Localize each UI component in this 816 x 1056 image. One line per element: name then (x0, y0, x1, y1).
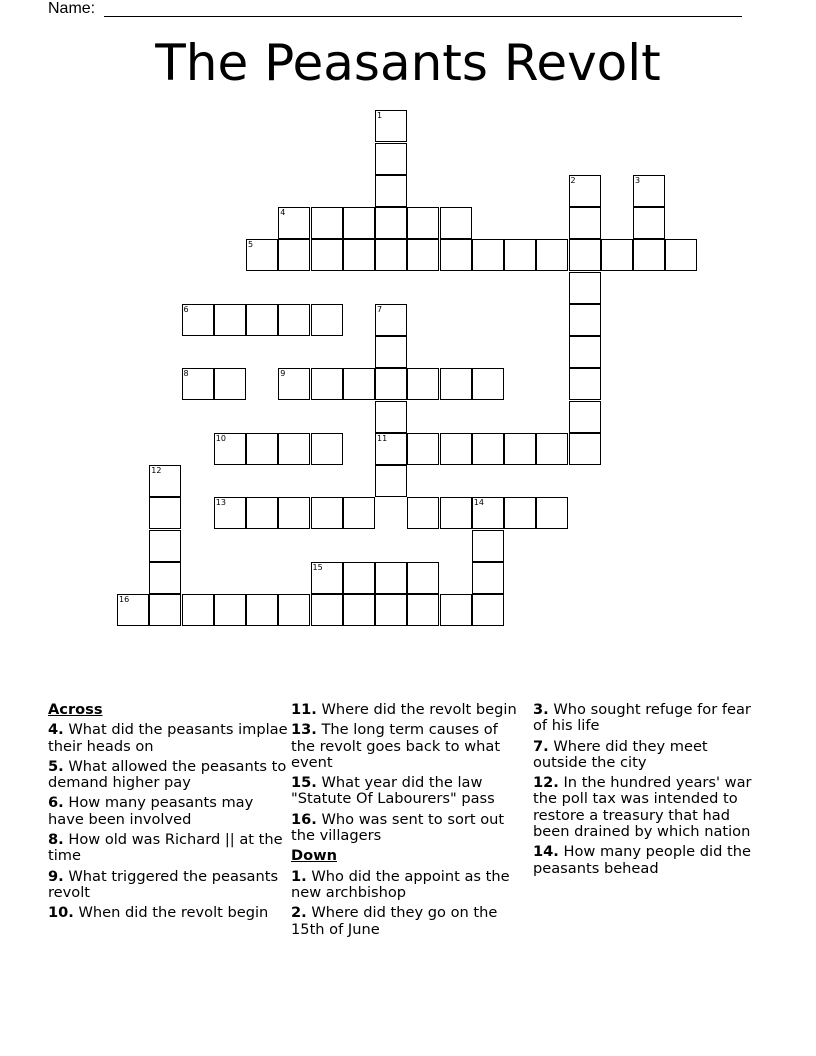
grid-cell[interactable] (149, 594, 181, 626)
clue-text: In the hundred years' war the poll tax was intended to restore a treasury that had been drained by which nation (533, 774, 752, 841)
grid-cell[interactable] (375, 304, 407, 336)
grid-cell[interactable] (311, 207, 343, 239)
grid-cell[interactable] (407, 207, 439, 239)
grid-cell[interactable] (311, 562, 343, 594)
grid-cell[interactable] (214, 433, 246, 465)
grid-cell[interactable] (182, 368, 214, 400)
grid-cell[interactable] (472, 530, 504, 562)
grid-cell[interactable] (214, 594, 246, 626)
clue-across-15 (291, 775, 523, 808)
grid-cell[interactable] (536, 497, 568, 529)
clue-across-4 (48, 722, 288, 755)
grid-cell[interactable] (149, 562, 181, 594)
grid-cell[interactable] (375, 368, 407, 400)
grid-cell[interactable] (472, 239, 504, 271)
grid-cell[interactable] (569, 336, 601, 368)
name-label: Name: (48, 0, 96, 17)
grid-cell[interactable] (375, 401, 407, 433)
grid-cell[interactable] (569, 401, 601, 433)
grid-cell[interactable] (504, 239, 536, 271)
grid-cell[interactable] (246, 304, 278, 336)
grid-cell[interactable] (343, 207, 375, 239)
clue-down-12 (533, 775, 763, 840)
grid-cell[interactable] (440, 433, 472, 465)
clue-across-10 (48, 905, 288, 921)
grid-cell[interactable] (375, 239, 407, 271)
grid-cell[interactable] (375, 433, 407, 465)
grid-cell[interactable] (375, 594, 407, 626)
grid-cell[interactable] (569, 207, 601, 239)
grid-cell[interactable] (343, 368, 375, 400)
clue-text: What allowed the peasants to demand higher pay (48, 757, 287, 792)
clue-text: What did the peasants implae their heads on (48, 721, 288, 755)
grid-cell[interactable] (311, 304, 343, 336)
grid-cell[interactable] (278, 594, 310, 626)
clue-text: Who was sent to sort out the villagers (291, 810, 505, 845)
clue-text: When did the revolt begin (78, 904, 269, 922)
grid-cell[interactable] (440, 594, 472, 626)
grid-cell[interactable] (665, 239, 697, 271)
grid-cell[interactable] (569, 175, 601, 207)
grid-cell[interactable] (343, 562, 375, 594)
grid-cell[interactable] (504, 433, 536, 465)
grid-cell[interactable] (407, 368, 439, 400)
grid-cell[interactable] (246, 497, 278, 529)
clue-number: 5. (48, 757, 64, 775)
grid-cell[interactable] (214, 497, 246, 529)
grid-cell[interactable] (278, 497, 310, 529)
grid-cell[interactable] (569, 433, 601, 465)
cell-number: 13 (215, 498, 226, 508)
cell-number: 14 (473, 498, 484, 508)
clue-text: What triggered the peasants revolt (48, 867, 279, 901)
grid-cell[interactable] (407, 562, 439, 594)
clue-down-3 (533, 702, 763, 735)
cell-number: 7 (377, 304, 383, 314)
clue-text: How many peasants may have been involved (48, 794, 254, 828)
cell-number: 1 (377, 111, 383, 121)
grid-cell[interactable] (472, 368, 504, 400)
grid-cell[interactable] (472, 562, 504, 594)
cell-number: 12 (151, 466, 162, 475)
grid-cell[interactable] (472, 433, 504, 465)
grid-cell[interactable] (246, 433, 278, 465)
cell-number: 4 (280, 208, 286, 217)
clue-down-2 (291, 905, 523, 938)
grid-cell[interactable] (472, 497, 504, 529)
clue-number: 9. (48, 867, 64, 885)
clue-number: 8. (48, 831, 64, 849)
grid-cell[interactable] (278, 433, 310, 465)
clue-column-3 (533, 702, 763, 881)
clue-column-2 (291, 702, 523, 942)
grid-cell[interactable] (375, 562, 407, 594)
grid-cell[interactable] (278, 239, 310, 271)
clue-across-6 (48, 795, 288, 828)
clue-down-14 (533, 844, 763, 877)
clue-number: 13. (291, 721, 317, 739)
clue-text: Who did the appoint as the new archbishop (291, 867, 510, 901)
cell-number: 16 (119, 595, 130, 604)
grid-cell[interactable] (569, 304, 601, 336)
clue-number: 3. (533, 701, 549, 718)
clue-across-8 (48, 832, 288, 865)
grid-cell[interactable] (633, 175, 665, 207)
cell-number: 5 (248, 240, 254, 250)
cell-number: 15 (312, 562, 323, 572)
clue-text: Where did they go on the 15th of June (291, 904, 498, 938)
grid-cell[interactable] (246, 239, 278, 271)
grid-cell[interactable] (504, 497, 536, 529)
clue-number: 4. (48, 721, 64, 739)
grid-cell[interactable] (343, 594, 375, 626)
clue-number: 16. (291, 810, 317, 828)
clue-number: 2. (291, 904, 307, 922)
clue-number: 7. (533, 737, 549, 755)
clue-text: Where did they meet outside the city (533, 737, 708, 771)
grid-cell[interactable] (472, 594, 504, 626)
grid-cell[interactable] (375, 175, 407, 207)
cell-number: 2 (570, 175, 576, 185)
clue-number: 14. (533, 843, 559, 861)
grid-cell[interactable] (407, 239, 439, 271)
grid-cell[interactable] (149, 465, 181, 497)
clue-text: Who sought refuge for fear of his life (533, 701, 751, 735)
grid-cell[interactable] (633, 207, 665, 239)
grid-cell[interactable] (375, 465, 407, 497)
grid-cell[interactable] (440, 497, 472, 529)
clue-across-9 (48, 869, 288, 902)
grid-cell[interactable] (278, 207, 310, 239)
grid-cell[interactable] (569, 272, 601, 304)
cell-number: 10 (215, 433, 226, 443)
grid-cell[interactable] (407, 594, 439, 626)
grid-cell[interactable] (440, 368, 472, 400)
clue-number: 12. (533, 774, 559, 792)
down-heading: Down (291, 847, 338, 865)
grid-cell[interactable] (536, 239, 568, 271)
grid-cell[interactable] (149, 497, 181, 529)
grid-cell[interactable] (407, 497, 439, 529)
clue-number: 10. (48, 904, 74, 922)
grid-cell[interactable] (311, 239, 343, 271)
grid-cell[interactable] (569, 368, 601, 400)
clue-number: 1. (291, 867, 307, 885)
grid-cell[interactable] (343, 497, 375, 529)
cell-number: 11 (377, 433, 388, 443)
clue-column-1 (48, 702, 288, 926)
grid-cell[interactable] (117, 594, 149, 626)
grid-cell[interactable] (182, 594, 214, 626)
grid-cell[interactable] (311, 433, 343, 465)
clue-text: The long term causes of the revolt goes back to what event (291, 721, 501, 771)
clue-number: 15. (291, 774, 317, 792)
cell-number: 6 (183, 304, 189, 314)
grid-cell[interactable] (311, 368, 343, 400)
clue-text: Where did the revolt begin (321, 701, 517, 718)
grid-cell[interactable] (214, 368, 246, 400)
grid-cell[interactable] (375, 143, 407, 175)
grid-cell[interactable] (440, 239, 472, 271)
grid-cell[interactable] (246, 594, 278, 626)
grid-cell[interactable] (440, 207, 472, 239)
clue-text: How many people did the peasants behead (533, 843, 751, 877)
grid-cell[interactable] (375, 207, 407, 239)
cell-number: 8 (183, 369, 189, 379)
clue-text: How old was Richard || at the time (48, 831, 283, 865)
clue-across-11 (291, 702, 523, 718)
clue-down-1 (291, 869, 523, 902)
clue-across-13 (291, 722, 523, 771)
grid-cell[interactable] (569, 239, 601, 271)
grid-cell[interactable] (149, 530, 181, 562)
clue-across-16 (291, 812, 523, 845)
clue-across-5 (48, 759, 288, 792)
grid-cell[interactable] (536, 433, 568, 465)
cell-number: 9 (280, 369, 286, 379)
grid-cell[interactable] (311, 594, 343, 626)
clue-down-7 (533, 739, 763, 772)
clue-number: 6. (48, 794, 64, 812)
grid-cell[interactable] (182, 304, 214, 336)
grid-cell[interactable] (375, 336, 407, 368)
grid-cell[interactable] (601, 239, 633, 271)
grid-cell[interactable] (375, 110, 407, 142)
across-heading: Across (48, 701, 103, 718)
grid-cell[interactable] (311, 497, 343, 529)
clue-number: 11. (291, 701, 317, 718)
grid-cell[interactable] (278, 304, 310, 336)
grid-cell[interactable] (343, 239, 375, 271)
grid-cell[interactable] (278, 368, 310, 400)
cell-number: 3 (635, 175, 641, 185)
grid-cell[interactable] (633, 239, 665, 271)
page-title: The Peasants Revolt (155, 34, 661, 92)
clue-text: What year did the law "Statute Of Labourers" pass (291, 774, 495, 808)
grid-cell[interactable] (407, 433, 439, 465)
grid-cell[interactable] (214, 304, 246, 336)
